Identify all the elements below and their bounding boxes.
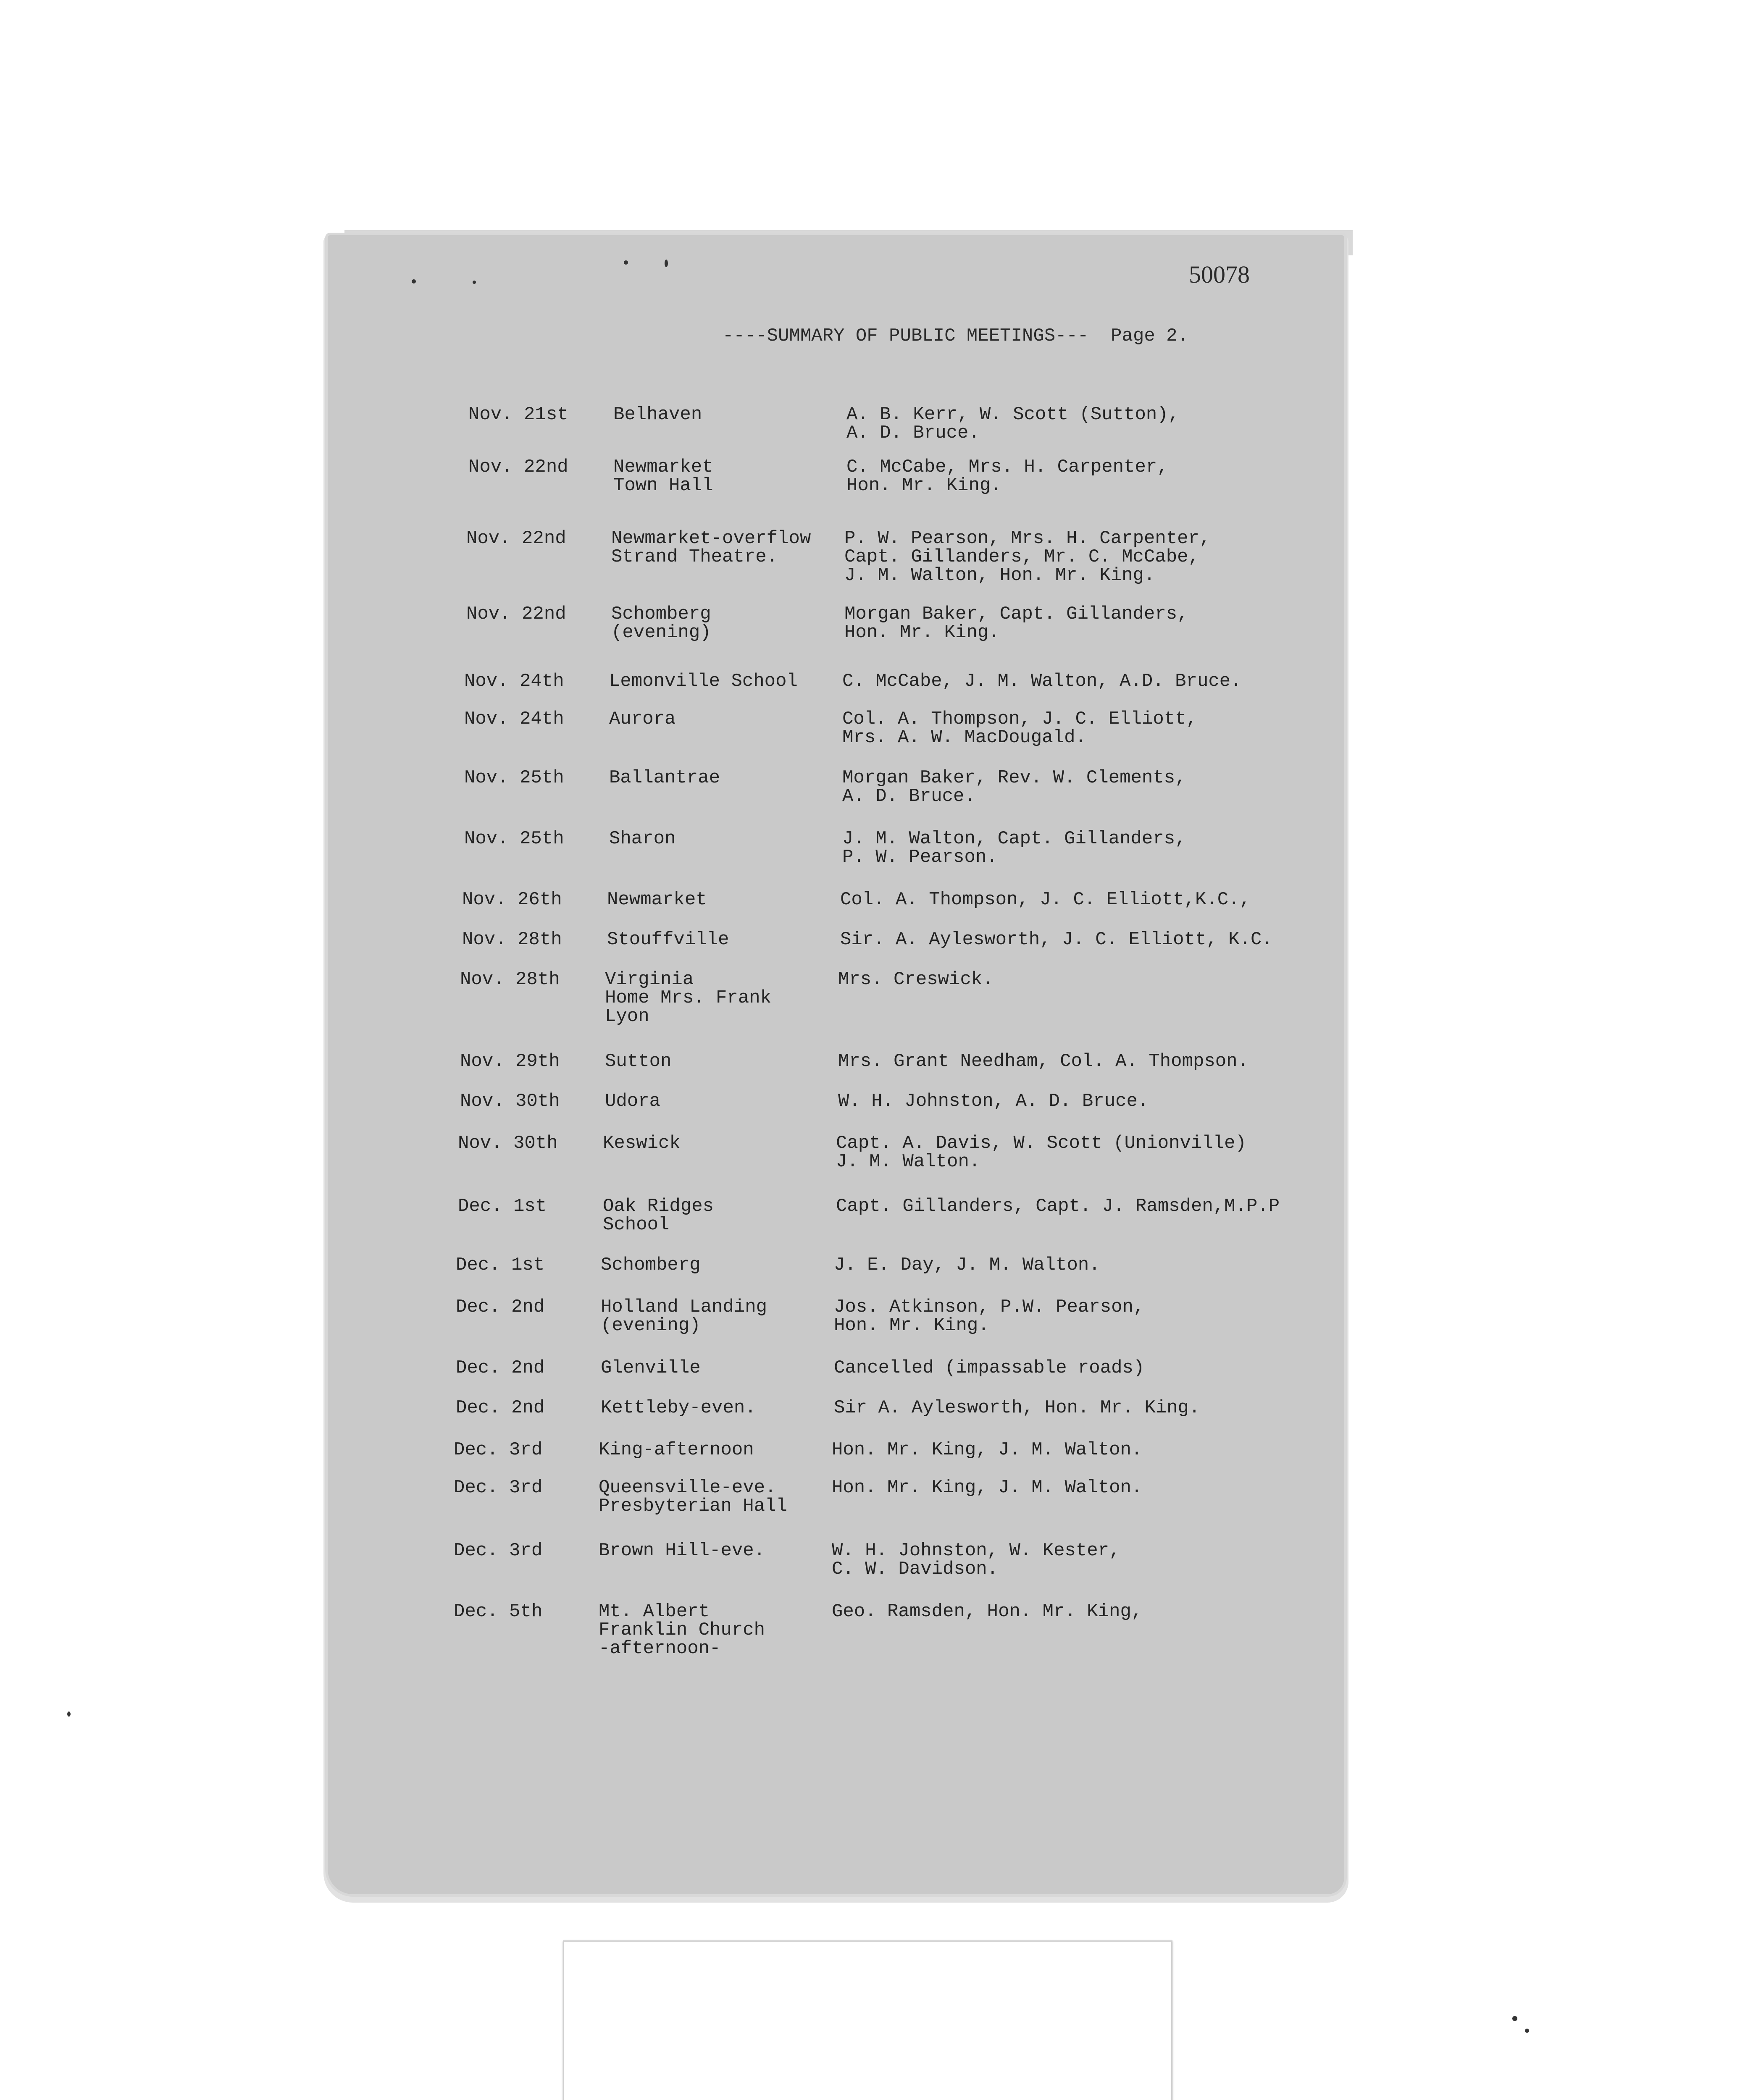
- meeting-speakers: Geo. Ramsden, Hon. Mr. King,: [832, 1601, 1143, 1622]
- meeting-place: Keswick: [603, 1133, 681, 1154]
- meeting-speakers: Cancelled (impassable roads): [834, 1357, 1145, 1378]
- meeting-date: Nov. 22nd: [466, 604, 566, 625]
- meeting-speakers: Capt. A. Davis, W. Scott (Unionville) J. M. Walton.: [836, 1133, 1246, 1172]
- meeting-date: Nov. 29th: [460, 1051, 560, 1072]
- meeting-place: Sutton: [605, 1051, 672, 1072]
- speck: [473, 281, 476, 284]
- meeting-place: Ballantrae: [609, 767, 720, 788]
- meeting-speakers: Sir. A. Aylesworth, J. C. Elliott, K.C.: [840, 929, 1273, 950]
- meeting-speakers: Sir A. Aylesworth, Hon. Mr. King.: [834, 1397, 1200, 1418]
- meeting-place: Newmarket Town Hall: [613, 457, 713, 496]
- document-heading: ----SUMMARY OF PUBLIC MEETINGS--- Page 2.: [723, 326, 1188, 346]
- meeting-date: Dec. 2nd: [456, 1297, 545, 1318]
- meeting-date: Nov. 22nd: [468, 457, 568, 478]
- meeting-speakers: Col. A. Thompson, J. C. Elliott, Mrs. A. W. MacDougald.: [842, 709, 1197, 748]
- meeting-speakers: Hon. Mr. King, J. M. Walton.: [832, 1477, 1143, 1498]
- meeting-date: Nov. 24th: [464, 709, 564, 730]
- meeting-date: Nov. 25th: [464, 828, 564, 849]
- meeting-place: Udora: [605, 1091, 661, 1112]
- meeting-place: Kettleby-even.: [601, 1397, 756, 1418]
- meeting-date: Dec. 1st: [458, 1196, 547, 1217]
- meeting-date: Nov. 30th: [460, 1091, 560, 1112]
- speck: [665, 260, 668, 267]
- meeting-date: Dec. 2nd: [456, 1397, 545, 1418]
- meeting-place: Lemonville School: [609, 671, 798, 692]
- meeting-speakers: Jos. Atkinson, P.W. Pearson, Hon. Mr. King.: [834, 1297, 1145, 1336]
- meeting-date: Nov. 26th: [462, 889, 562, 910]
- meeting-speakers: C. McCabe, Mrs. H. Carpenter, Hon. Mr. King.: [846, 457, 1168, 496]
- speck: [67, 1712, 71, 1717]
- meeting-date: Nov. 28th: [462, 929, 562, 950]
- meeting-speakers: Morgan Baker, Capt. Gillanders, Hon. Mr. King.: [844, 604, 1188, 643]
- meeting-date: Nov. 28th: [460, 969, 560, 990]
- meeting-place: Glenville: [601, 1357, 701, 1378]
- meeting-date: Dec. 5th: [454, 1601, 543, 1622]
- meeting-date: Dec. 3rd: [454, 1477, 543, 1498]
- meeting-place: Aurora: [609, 709, 676, 730]
- speck: [1512, 2016, 1517, 2021]
- meeting-date: Dec. 3rd: [454, 1540, 543, 1561]
- meeting-place: Belhaven: [613, 404, 702, 425]
- meeting-date: Dec. 1st: [456, 1255, 545, 1276]
- meeting-place: Schomberg: [601, 1255, 701, 1276]
- meeting-place: King-afternoon: [599, 1439, 754, 1460]
- meeting-place: Oak Ridges School: [603, 1196, 714, 1235]
- meeting-place: Schomberg (evening): [611, 604, 711, 643]
- meeting-place: Queensville-eve. Presbyterian Hall: [599, 1477, 787, 1517]
- meeting-speakers: Mrs. Grant Needham, Col. A. Thompson.: [838, 1051, 1248, 1072]
- meeting-place: Newmarket: [607, 889, 707, 910]
- collection-label-card-front: [563, 1940, 1172, 2100]
- meeting-speakers: W. H. Johnston, A. D. Bruce.: [838, 1091, 1149, 1112]
- folio-number: 50078: [1189, 261, 1250, 288]
- meeting-date: Nov. 22nd: [466, 528, 566, 549]
- meeting-place: Brown Hill-eve.: [599, 1540, 765, 1561]
- meeting-date: Dec. 2nd: [456, 1357, 545, 1378]
- meeting-speakers: Mrs. Creswick.: [838, 969, 994, 990]
- meeting-speakers: C. McCabe, J. M. Walton, A.D. Bruce.: [842, 671, 1242, 692]
- meeting-date: Nov. 21st: [468, 404, 568, 425]
- meeting-speakers: J. E. Day, J. M. Walton.: [834, 1255, 1100, 1276]
- meeting-date: Nov. 24th: [464, 671, 564, 692]
- speck: [1525, 2029, 1529, 2033]
- meeting-date: Nov. 25th: [464, 767, 564, 788]
- meeting-speakers: Capt. Gillanders, Capt. J. Ramsden,M.P.P: [836, 1196, 1280, 1217]
- meeting-speakers: J. M. Walton, Capt. Gillanders, P. W. Pearson.: [842, 828, 1186, 868]
- meeting-speakers: P. W. Pearson, Mrs. H. Carpenter, Capt. Gillanders, Mr. C. McCabe, J. M. Walton, Hon. Mr. King.: [844, 528, 1211, 586]
- meeting-speakers: A. B. Kerr, W. Scott (Sutton), A. D. Bruce.: [846, 404, 1180, 444]
- meeting-place: Virginia Home Mrs. Frank Lyon: [605, 969, 772, 1027]
- meeting-speakers: Hon. Mr. King, J. M. Walton.: [832, 1439, 1143, 1460]
- meeting-speakers: Morgan Baker, Rev. W. Clements, A. D. Bruce.: [842, 767, 1186, 807]
- meeting-date: Nov. 30th: [458, 1133, 558, 1154]
- speck: [412, 279, 416, 284]
- meeting-place: Sharon: [609, 828, 676, 849]
- speck: [624, 260, 628, 265]
- meeting-place: Stouffville: [607, 929, 729, 950]
- meeting-speakers: W. H. Johnston, W. Kester, C. W. Davidson.: [832, 1540, 1120, 1580]
- meeting-date: Dec. 3rd: [454, 1439, 543, 1460]
- meeting-place: Mt. Albert Franklin Church -afternoon-: [599, 1601, 765, 1659]
- meeting-place: Newmarket-overflow Strand Theatre.: [611, 528, 811, 567]
- meeting-place: Holland Landing (evening): [601, 1297, 767, 1336]
- meeting-speakers: Col. A. Thompson, J. C. Elliott,K.C.,: [840, 889, 1251, 910]
